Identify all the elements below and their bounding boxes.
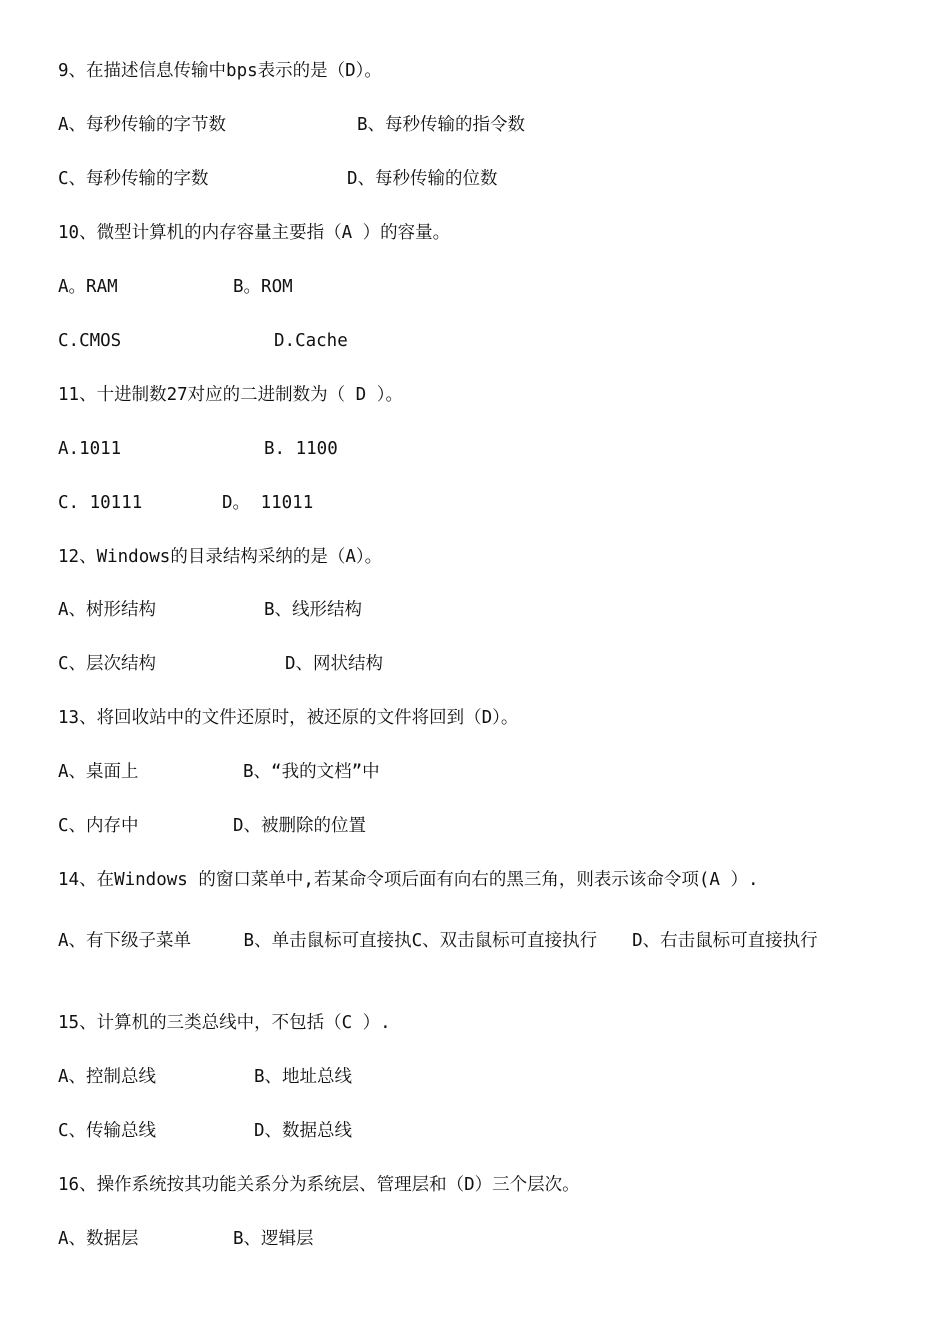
question-12-option-c: C、层次结构 [58, 654, 157, 674]
question-11-option-d: D。 11011 [222, 493, 314, 513]
question-9-stem: 9、在描述信息传输中bps表示的是（D）。 [58, 61, 382, 81]
question-11-option-a: A.1011 [58, 439, 122, 459]
question-15-option-c: C、传输总线 [58, 1121, 157, 1141]
question-9-option-a: A、每秒传输的字节数 [58, 115, 227, 135]
question-11-option-b: B. 1100 [264, 439, 338, 459]
question-13-option-a: A、桌面上 [58, 762, 139, 782]
question-10-option-a: A。RAM [58, 277, 118, 297]
question-10-option-c: C.CMOS [58, 331, 122, 351]
question-13-stem: 13、将回收站中的文件还原时，被还原的文件将回到（D）。 [58, 708, 519, 728]
question-10-option-b: B。ROM [233, 277, 293, 297]
question-16-option-b: B、逻辑层 [233, 1229, 314, 1249]
question-13-option-c: C、内存中 [58, 816, 139, 836]
question-9-option-d: D、每秒传输的位数 [347, 169, 498, 189]
question-15-option-b: B、地址总线 [254, 1067, 353, 1087]
question-14-stem: 14、在Windows 的窗口菜单中,若某命令项后面有向右的黑三角，则表示该命令项(A ）. [58, 870, 759, 890]
question-15-option-a: A、控制总线 [58, 1067, 157, 1087]
question-10-stem: 10、微型计算机的内存容量主要指（A ）的容量。 [58, 223, 451, 243]
question-12-option-d: D、网状结构 [285, 654, 384, 674]
question-11-option-c: C. 10111 [58, 493, 143, 513]
question-13-option-b: B、“我的文档”中 [243, 762, 380, 782]
question-9-option-c: C、每秒传输的字数 [58, 169, 209, 189]
question-15-stem: 15、计算机的三类总线中，不包括（C ）. [58, 1013, 391, 1033]
question-12-option-b: B、线形结构 [264, 600, 363, 620]
question-11-stem: 11、十进制数27对应的二进制数为（ D ）。 [58, 385, 403, 405]
question-13-option-d: D、被删除的位置 [233, 816, 367, 836]
question-12-option-a: A、树形结构 [58, 600, 157, 620]
question-16-option-a: A、数据层 [58, 1229, 139, 1249]
question-15-option-d: D、数据总线 [254, 1121, 353, 1141]
question-10-option-d: D.Cache [274, 331, 348, 351]
question-14-options: A、有下级子菜单 B、单击鼠标可直接执C、双击鼠标可直接执行 D、右击鼠标可直接执行 [58, 931, 818, 951]
question-9-option-b: B、每秒传输的指令数 [357, 115, 526, 135]
question-16-stem: 16、操作系统按其功能关系分为系统层、管理层和（D）三个层次。 [58, 1175, 580, 1195]
question-12-stem: 12、Windows的目录结构采纳的是（A）。 [58, 547, 383, 567]
